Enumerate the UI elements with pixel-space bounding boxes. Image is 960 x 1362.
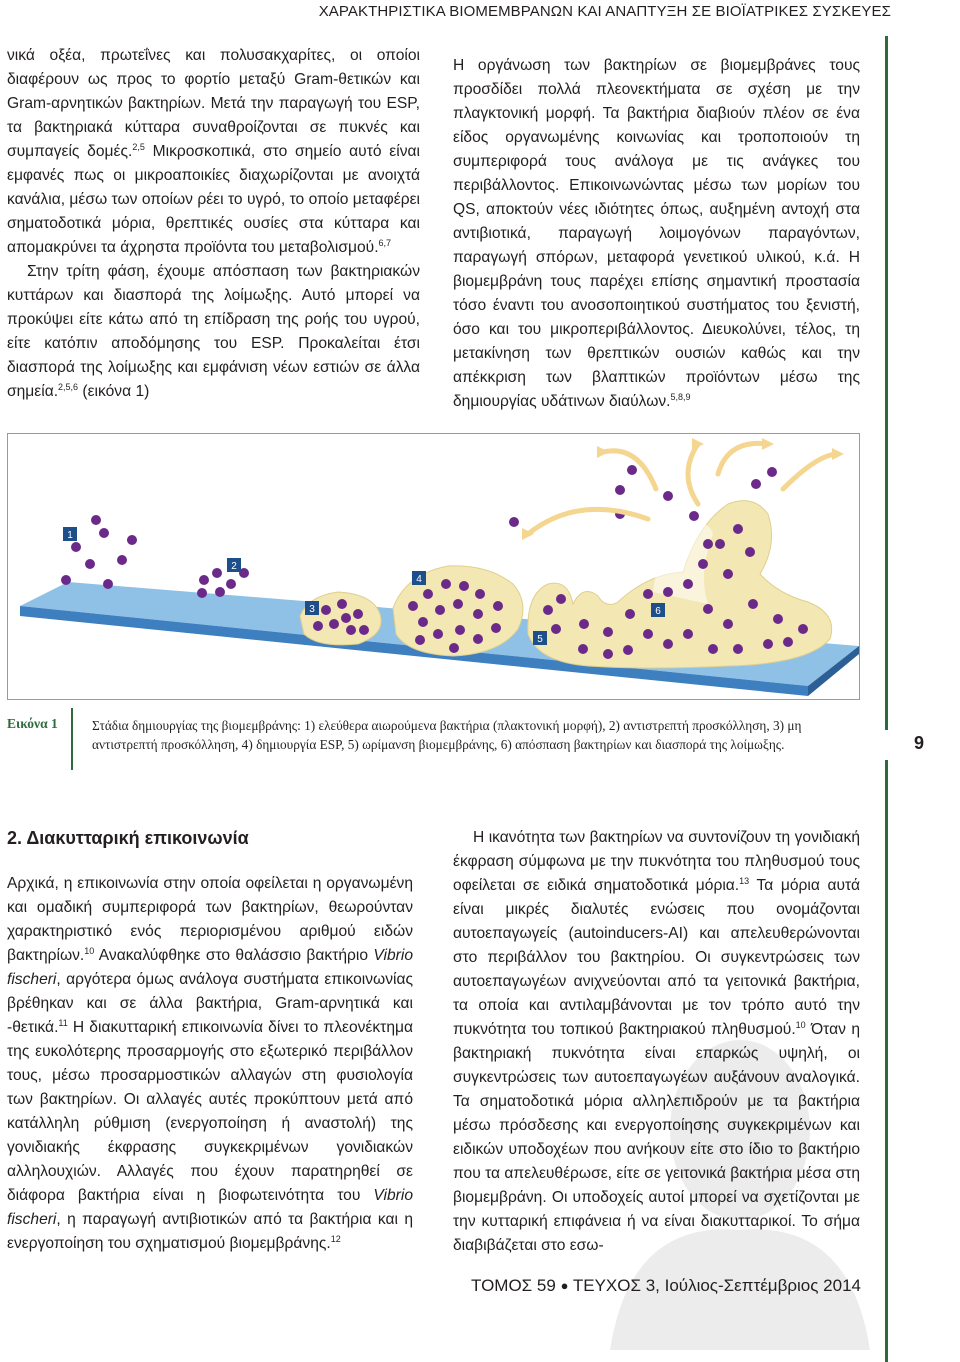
bacterium bbox=[408, 601, 418, 611]
bacterium bbox=[85, 559, 95, 569]
bacterium bbox=[763, 639, 773, 649]
bacterium bbox=[341, 613, 351, 623]
bacterium bbox=[418, 617, 428, 627]
bacterium bbox=[61, 575, 71, 585]
bacterium bbox=[103, 579, 113, 589]
watermark-portrait-icon bbox=[590, 1020, 890, 1350]
margin-rule-top bbox=[885, 36, 888, 730]
bacterium bbox=[798, 624, 808, 634]
bacterium bbox=[226, 579, 236, 589]
bacterium bbox=[723, 569, 733, 579]
bacterium bbox=[663, 587, 673, 597]
bacterium bbox=[415, 635, 425, 645]
figure-caption-label: Εικόνα 1 bbox=[7, 716, 58, 731]
reference: 6,7 bbox=[378, 238, 392, 248]
bacterium bbox=[689, 511, 699, 521]
figure-caption: Στάδια δημιουργίας της βιομεμβράνης: 1) ελεύθερα αιωρούμενα βακτήρια (πλακτονική μορφή), 2) αντιστρεπτή προσκόλληση, 3) μη αντιστρεπτή προσκόλληση, 4) δημιουργία ESP, 5) ωρίμανση βιομεμβράνης, 6) απόσπαση βακτηρίων και διασπορά της λοίμωξης. bbox=[92, 718, 802, 752]
bacterium bbox=[493, 601, 503, 611]
paragraph: Η ικανότητα των βακτηρίων να συντονίζουν τη γονιδιακή έκφραση σύμφωνα με την πυκνότητα του πληθυσμού τους οφείλεται σε ειδικά σηματοδοτικά μόρια.$^{13}$ Τα μόρια αυτά είναι μικρές διαλυτές ενώσεις που ονομάζονται αυτοεπαγωγείς (autoinducers-AI) και απελευθερώνονται στο περιβάλλον του βακτηρίου. Οι συγκεντρώσεις των αυτοεπαγωγέων ανιχνεύονται από τα γειτονικά βακτήρια, τα οποία και αντιλαμβάνονται με τον τρόπο αυτό την πυκνότητα του τοπικού βακτηριακού πληθυσμού.$^{10}$ Όταν η βακτηριακή πυκνότητα είναι επαρκώς υψηλή, οι συγκεντρώσεις των αυτοεπαγωγέων αυξάνουν αναλογικά. Τα σηματοδοτικά μόρια αλληλεπιδρούν με τα βακτήρια μέσω πρόσδεσης και ενεργοποίησης συγκεκριμένων και ειδικών υποδοχέων που ανήκουν είτε στο ίδιο το βακτήριο που τα απελευθέρωσε, είτε σε γειτονικά βακτήρια μέσα στη βιομεμβράνη. Οι υποδοχείς αυτοί μπορεί να σχετίζονται με την κυτταρική επιφάνεια ή να είναι διακυτταρικοί. Το σήμα διαβιβάζεται στο εσω- bbox=[453, 829, 860, 1254]
bacterium bbox=[321, 605, 331, 615]
bacterium bbox=[683, 579, 693, 589]
paragraph: Αρχικά, η επικοινωνία στην οποία οφείλεται η οργανωμένη και ομαδική συμπεριφορά των βακτηρίων, θεωρούνταν χαρακτηριστικό ενός περιορισμένου αριθμού ειδών βακτηρίων.$^{10}$ Ανακαλύφθηκε στο θαλάσσιο βακτήριο Vibrio fischeri, αργότερα όμως ανάλογα συστήματα επικοινωνίας βρέθηκαν και σε άλλα βακτήρια, Gram-αρνητικά και -θετικά.$^{11}$ Η διακυτταρική επικοινωνία δίνει το πλεονέκτημα της ευκολότερης προσαρμογής στο εξωτερικό περιβάλλον τους, μέσω προσαρμοστικών αλλαγών στη φυσιολογία των βακτηρίων. Οι αλλαγές αυτές προκύπτουν μετά από κατάλληλη ρύθμιση (ενεργοποίηση ή αναστολή) της γονιδιακής έκφρασης συγκεκριμένων γονιδιακών αλληλουχιών. Αλλαγές που έχουν παρατηρηθεί σε διάφορα βακτήρια είναι η βιοφωτεινότητα του Vibrio fischeri, η παραγωγή αντιβιοτικών από τα βακτήρια και η ενεργοποίηση του σχηματισμού βιομεμβράνης.$^{12}$ bbox=[7, 875, 413, 1252]
bacterium bbox=[329, 619, 339, 629]
bacterium bbox=[603, 649, 613, 659]
reference: 5,8,9 bbox=[670, 392, 691, 402]
caption-rule bbox=[71, 708, 73, 770]
dispersal-arrow bbox=[528, 509, 648, 534]
bacterium bbox=[197, 588, 207, 598]
stage-number: 5 bbox=[537, 634, 543, 645]
reference: 12 bbox=[330, 1234, 341, 1244]
bacterium bbox=[543, 605, 553, 615]
footer-separator: ● bbox=[560, 1278, 569, 1293]
text-column-1 bbox=[7, 44, 420, 404]
bacterium bbox=[698, 559, 708, 569]
bacterium bbox=[441, 579, 451, 589]
dispersal-arrow bbox=[783, 454, 838, 489]
biofilm-stages-illustration bbox=[8, 434, 859, 699]
bacterium bbox=[359, 625, 369, 635]
bacterium bbox=[745, 547, 755, 557]
paragraph: νικά οξέα, πρωτεΐνες και πολυσακχαρίτες, οι οποίοι διαφέρουν ως προς το φορτίο μεταξύ Gram-θετικών και Gram-αρνητικών βακτηρίων. Μετά την παραγωγή του ESP, τα βακτηριακά κύτταρα συναθροίζονται σε πυκνές και συμπαγείς δομές.$^{2,5}$ Μικροσκοπικά, στο σημείο αυτό είναι εμφανές πως οι μικροαποικίες διαχωρίζονται με ανοιχτά κανάλια, μέσω των οποίων ρέει το υγρό, το οποίο μεταφέρει σηματοδοτικά μόρια, θρεπτικές ουσίες στα κύτταρα και απομακρύνει τα άχρηστα προϊόντα του μεταβολισμού.$^{6,7}$ bbox=[7, 47, 420, 256]
bacterium bbox=[353, 609, 363, 619]
bacterium bbox=[627, 465, 637, 475]
footer bbox=[471, 1276, 861, 1296]
bacterium bbox=[748, 599, 758, 609]
bacterium bbox=[733, 644, 743, 654]
bacterium bbox=[199, 575, 209, 585]
bacterium bbox=[215, 587, 225, 597]
dispersal-arrow bbox=[718, 443, 768, 474]
bacterium bbox=[703, 539, 713, 549]
bacterium bbox=[551, 624, 561, 634]
bacterium bbox=[615, 485, 625, 495]
reference: 13 bbox=[739, 876, 750, 886]
bacterium bbox=[663, 491, 673, 501]
arrow-head bbox=[762, 438, 774, 450]
bacterium bbox=[509, 517, 519, 527]
bacterium bbox=[579, 619, 589, 629]
bacterium bbox=[723, 619, 733, 629]
bacterium bbox=[433, 629, 443, 639]
stage-number: 1 bbox=[67, 530, 73, 541]
reference: 10 bbox=[84, 946, 95, 956]
bacterium bbox=[703, 604, 713, 614]
bacterium bbox=[99, 528, 109, 538]
bacterium bbox=[453, 599, 463, 609]
page-number: 9 bbox=[914, 733, 925, 753]
dispersal-arrow bbox=[688, 444, 698, 504]
bacterium bbox=[733, 524, 743, 534]
bacterium bbox=[556, 594, 566, 604]
bacterium bbox=[603, 627, 613, 637]
bacterium bbox=[578, 644, 588, 654]
bacterium bbox=[751, 479, 761, 489]
bacterium bbox=[71, 542, 81, 552]
stage-number: 6 bbox=[655, 606, 661, 617]
bacterium bbox=[683, 629, 693, 639]
bacterium bbox=[783, 637, 793, 647]
figure-1 bbox=[7, 433, 860, 700]
stage-number: 4 bbox=[416, 574, 422, 585]
reference: 11 bbox=[58, 1018, 68, 1028]
bacterium bbox=[663, 639, 673, 649]
bacterium bbox=[117, 555, 127, 565]
bacterium bbox=[435, 605, 445, 615]
text-column-2 bbox=[453, 54, 860, 414]
bacterium bbox=[708, 644, 718, 654]
bacterium bbox=[473, 609, 483, 619]
footer-issue: ΤΕΥΧΟΣ 3, Ιούλιος-Σεπτέμβριος 2014 bbox=[572, 1276, 861, 1295]
stage-number: 2 bbox=[231, 561, 237, 572]
bacterium bbox=[475, 589, 485, 599]
arrow-head bbox=[597, 446, 609, 458]
bacterium bbox=[643, 629, 653, 639]
section-title: 2. Διακυτταρική επικοινωνία bbox=[7, 828, 249, 848]
bacterium bbox=[91, 515, 101, 525]
bacterium bbox=[127, 535, 137, 545]
bacterium bbox=[473, 634, 483, 644]
bacterium bbox=[623, 645, 633, 655]
bacterium bbox=[491, 623, 501, 633]
bacterium bbox=[346, 625, 356, 635]
bacterium bbox=[625, 609, 635, 619]
bacterium bbox=[773, 614, 783, 624]
bacterium bbox=[212, 568, 222, 578]
bacterium bbox=[423, 589, 433, 599]
bacterium bbox=[767, 467, 777, 477]
bacterium bbox=[455, 625, 465, 635]
paragraph: Στην τρίτη φάση, έχουμε απόσπαση των βακτηριακών κυττάρων και διασπορά της λοίμωξης. Αυτό μπορεί να προκύψει είτε κάτω από τη επίδραση της ροής του υγρού, είτε κατόπιν αποδόμησης του ESP. Προκαλείται έτσι διασπορά της λοίμωξης και εμφάνιση νέων εστιών σε άλλα σημεία.$^{2,5,6}$ (εικόνα 1) bbox=[7, 263, 420, 400]
arrow-head bbox=[832, 448, 844, 460]
bacterium bbox=[449, 643, 459, 653]
text-column-3 bbox=[7, 872, 413, 1256]
bacterium bbox=[459, 581, 469, 591]
bacterium bbox=[643, 589, 653, 599]
bacterium bbox=[715, 539, 725, 549]
bacterium bbox=[337, 599, 347, 609]
reference: 2,5 bbox=[132, 142, 145, 152]
stage-number: 3 bbox=[309, 604, 315, 615]
reference: 10 bbox=[795, 1020, 806, 1030]
running-header: ΧΑΡΑΚΤΗΡΙΣΤΙΚΑ ΒΙΟΜΕΜΒΡΑΝΩΝ ΚΑΙ ΑΝΑΠΤΥΞΗ ΣΕ ΒΙΟΪΑΤΡΙΚΕΣ ΣΥΣΚΕΥΕΣ bbox=[318, 3, 891, 20]
bacterium bbox=[313, 621, 323, 631]
reference: 2,5,6 bbox=[58, 382, 79, 392]
paragraph: Η οργάνωση των βακτηρίων σε βιομεμβράνες τους προσδίδει πολλά πλεονεκτήματα σε σχέση με την πλαγκτονική μορφή. Τα βακτήρια διαβιούν πλέον σε ένα είδος οργανωμένης κοινωνίας και τροποποιούν τη συμπεριφορά τους ανάλογα με τις ανάγκες του περιβάλλοντος. Επικοινωνώντας μέσω των μορίων του QS, αποκτούν νέες ιδιότητες όπως, αυξημένη αντοχή στα αντιβιοτικά, παραγωγή λοιμογόνων παραγόντων, παραγωγή σπόρων, μεταφορά γενετικού υλικού, κ.ά. Η βιομεμβράνη τους παρέχει επίσης σημαντική προστασία τόσο έναντι του ανοσοποιητικού συστήματος του ξενιστή, όσο και του μικροπεριβάλλοντος. Διευκολύνει, τέλος, τη μετακίνηση των θρεπτικών ουσιών καθώς και την απέκκριση των βλαπτικών προϊόντων μέσω της δημιουργίας υδάτινων διαύλων.$^{5,8,9}$ bbox=[453, 57, 860, 410]
footer-volume: ΤΟΜΟΣ 59 bbox=[471, 1276, 556, 1295]
